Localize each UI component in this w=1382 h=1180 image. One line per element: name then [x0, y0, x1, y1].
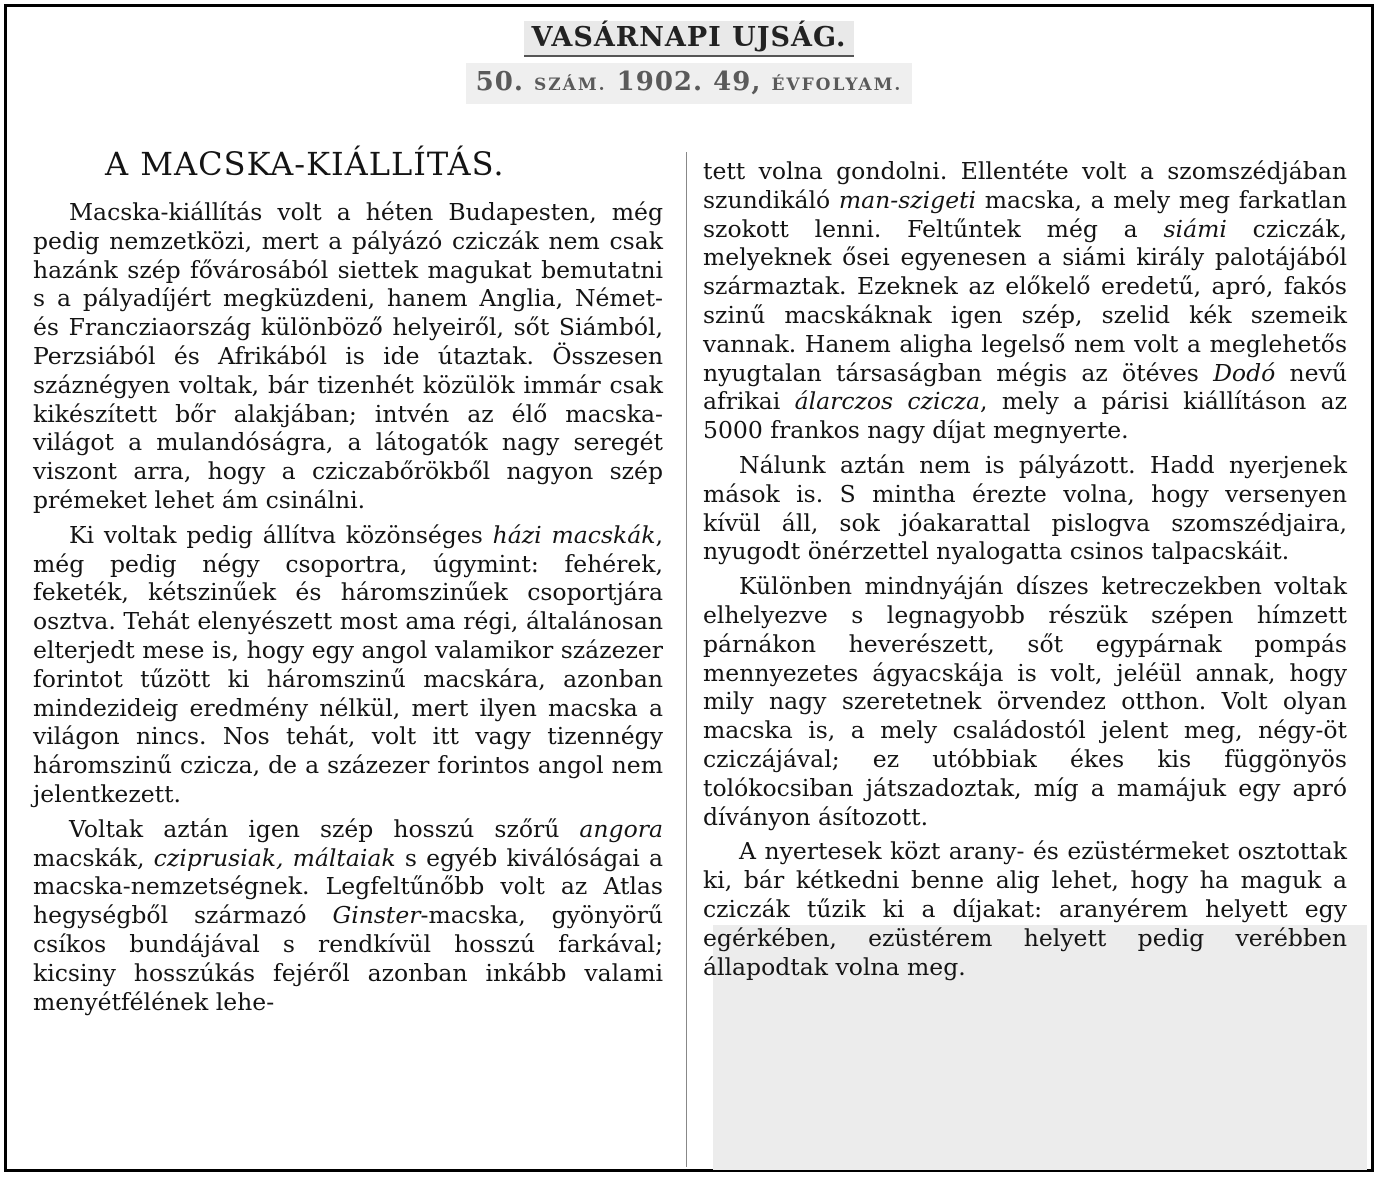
left-column	[33, 142, 663, 1022]
text-run: , még pedig négy csoportra, úgymint: fehérek, feketék, kétszinűek és háromszinűek csoportjára osztva. Tehát elenyészett most ama régi, általánosan elterjedt mese is, hogy egy angol valamikor százezer forintot tűzött ki háromszinű macskára, azonban mindezideig eredmény nélkül, mert ilyen macska a világon nincs. Nos tehát, volt itt vagy tizennégy háromszinű czicza, de a százezer forintos angol nem jelentkezett.	[33, 520, 663, 808]
volume-number: 49,	[713, 67, 762, 97]
text-run: s egyéb kiválóságai a macska-nemzetségnek. Legfeltűnőbb volt az Atlas hegységből származó	[33, 843, 663, 930]
text-run: -macska, gyönyörű csíkos bundájával s rendkívül hosszú farkával; kicsiny hosszúkás fejéről azonban inkább valami menyétfélének lehe-	[33, 901, 664, 1016]
text-run: macska, a mely meg farkatlan szokott lenni. Feltűntek még a	[703, 185, 1347, 243]
article-title: A MACSKA-KIÁLLÍTÁS.	[105, 145, 505, 183]
italic-term: angora	[579, 814, 663, 843]
volume-label: ÉVFOLYAM.	[771, 75, 903, 95]
text-run: Ki voltak pedig állítva közönséges	[69, 520, 493, 549]
paragraph-4: Nálunk aztán nem is pályázott. Hadd nyerjenek mások is. S mintha érezte volna, hogy versenyen kívül áll, sok jóakarattal pislogva szomszédjaira, nyugodt önérzettel nyalogatta csinos talpacskáit.	[703, 450, 1347, 566]
italic-term: siámi	[1163, 214, 1227, 243]
italic-term: Ginster	[332, 901, 421, 930]
paragraph-continued	[703, 157, 1347, 445]
column-divider	[686, 152, 687, 1167]
newspaper-title: VASÁRNAPI UJSÁG.	[524, 21, 855, 57]
paragraph-5: Különben mindnyáján díszes ketreczekben voltak elhelyezve s legnagyobb részük szépen hímzett párnákon heverészett, sőt egypárnak pompás mennyezetes ágyacskája is volt, jeléül annak, hogy mily nagy szeretetnek örvendez otthon. Volt olyan macska is, a mely családostól jelent meg, négy-öt cziczájával; ez utóbbiak ékes kis függönyös tolókocsiban játszadoztak, míg a mamájuk egy apró díványon ásítozott.	[703, 572, 1347, 831]
text-run: Voltak aztán igen szép hosszú szőrű	[69, 814, 580, 843]
paragraph-1: Macska-kiállítás volt a héten Budapesten, még pedig nemzetközi, mert a pályázó cziczák nem csak hazánk szép fővárosából siettek magukat bemutatni s a pályadíjért megküzdeni, hanem Anglia, Német- és Francziaország különböző helyeiről, sőt Siámból, Perzsiából és Afrikából is ide útaztak. Összesen száznégyen voltak, bár tizenhét közülök immár csak kikészített bőr alakjában; intvén az élő macska-világot a mulandóságra, a látogatók nagy seregét viszont arra, hogy a cziczabőrökből nagyon szép prémeket lehet ám csinálni.	[33, 198, 663, 514]
text-run: cziczák, melyeknek ősei egyenesen a siámi király palotájából származtak. Ezeknek az előkelő eredetű, apró, fakós szinű macskáknak igen szép, szelid kék szemeik vannak. Hanem aligha legelső nem volt a meglehetős nyugtalan társaságban mégis az ötéves	[703, 214, 1348, 387]
italic-term: házi macskák	[492, 520, 656, 549]
paragraph-6: A nyertesek közt arany- és ezüstérmeket osztottak ki, bár kétkedni benne alig lehet, hogy ha maguk a cziczák tűzik ki a díjakat: aranyérem helyett egy egérkében, ezüstérem helyett pedig verébben állapodtak volna meg.	[703, 837, 1347, 981]
italic-term: álarczos czicza	[794, 387, 981, 416]
right-column	[703, 157, 1347, 987]
issue-line	[466, 63, 913, 104]
issue-number: 50.	[475, 67, 524, 97]
text-run: tett volna gondolni. Ellentéte volt a szomszédjában szundikáló	[703, 157, 1347, 214]
italic-term: cziprusiak, máltaiak	[153, 843, 396, 872]
masthead	[7, 21, 1371, 104]
issue-label: SZÁM.	[533, 75, 607, 95]
text-run: , mely a párisi kiállításon az 5000 frankos nagy díjat megnyerte.	[703, 387, 1348, 445]
italic-term: Dodó	[1213, 358, 1276, 387]
newspaper-page	[4, 4, 1374, 1172]
paragraph-3	[33, 815, 663, 1017]
text-run: nevű afrikai	[703, 358, 1347, 416]
issue-year: 1902.	[616, 67, 704, 97]
paragraph-2	[33, 521, 663, 809]
text-run: macskák,	[33, 843, 154, 872]
italic-term: man-szigeti	[838, 185, 977, 214]
